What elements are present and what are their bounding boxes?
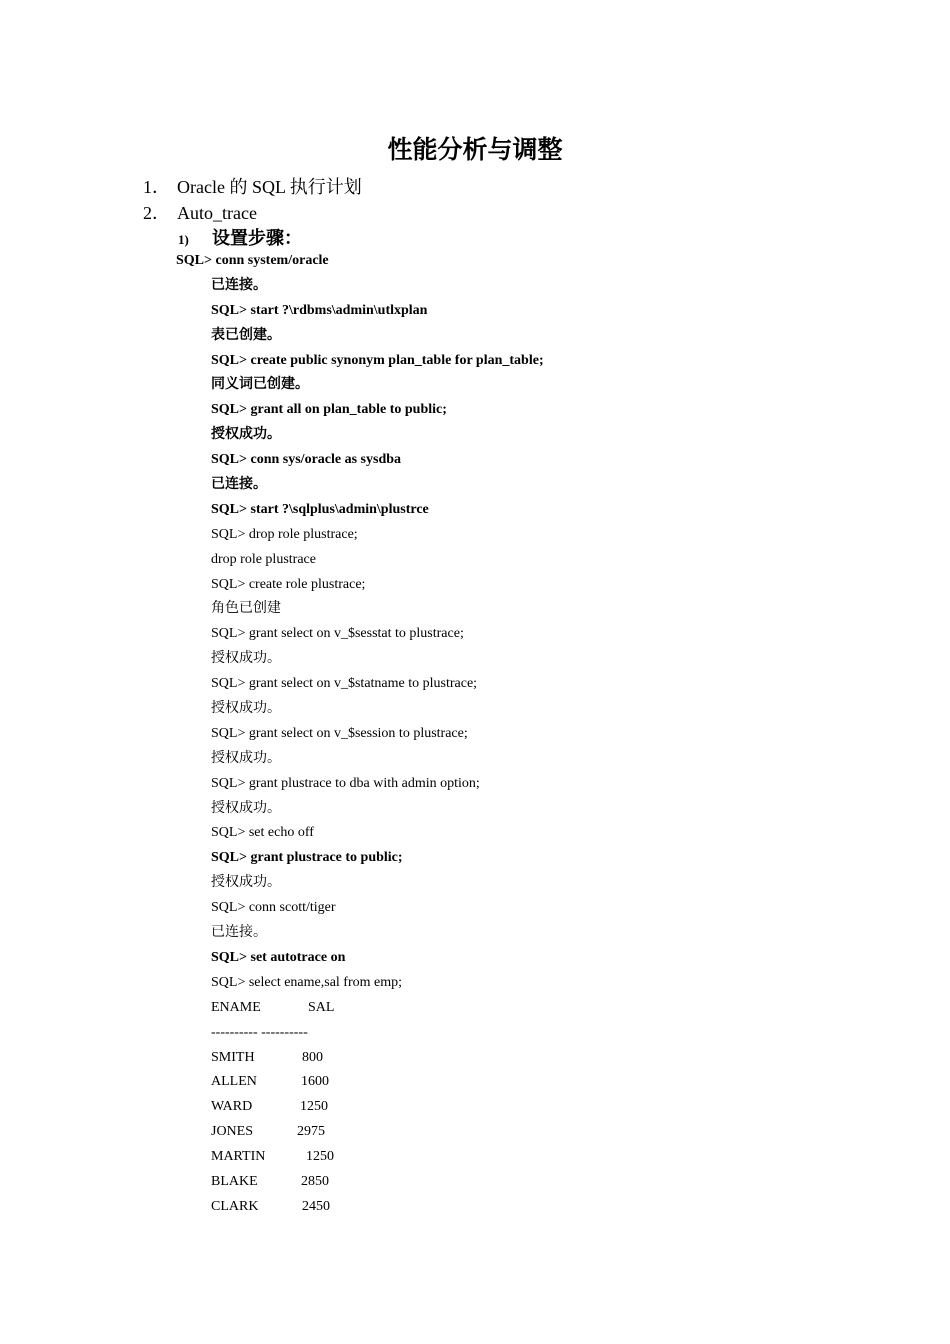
cell-ename: MARTIN	[211, 1149, 266, 1165]
column-header-sal: SAL	[308, 999, 335, 1015]
transcript-line: SQL> conn system/oracle	[176, 253, 329, 268]
cell-sal: 1250	[306, 1149, 334, 1165]
transcript-line: SQL> start ?\sqlplus\admin\plustrce	[211, 501, 429, 517]
table-row	[0, 1120, 950, 1145]
cell-sal: 1250	[300, 1099, 328, 1115]
transcript-line: 已连接。	[211, 477, 267, 493]
transcript-line: 已连接。	[211, 925, 267, 941]
transcript-line: SQL> conn sys/oracle as sysdba	[211, 452, 402, 468]
transcript-line: 角色已创建	[211, 601, 281, 617]
page-title: 性能分析与调整	[387, 137, 563, 164]
transcript-line: 已连接。	[211, 277, 267, 293]
table-row	[0, 1070, 950, 1095]
column-header-ename: ENAME	[211, 999, 261, 1015]
transcript-line: 授权成功。	[211, 427, 281, 443]
cell-ename: CLARK	[211, 1198, 259, 1214]
cell-sal: 2975	[297, 1124, 325, 1140]
table-row	[0, 1195, 950, 1220]
subsection-number: 1)	[178, 232, 189, 247]
transcript-line: SQL> set autotrace on	[211, 949, 346, 965]
table-row	[0, 1046, 950, 1071]
cell-sal: 1600	[301, 1074, 329, 1090]
transcript-line: SQL> select ename,sal from emp;	[211, 974, 403, 990]
transcript-line: 授权成功。	[211, 701, 281, 717]
result-table-header	[0, 996, 950, 1021]
transcript-line: SQL> create public synonym plan_table for plan_table;	[211, 352, 544, 368]
transcript-line: drop role plustrace	[211, 551, 316, 567]
table-row	[0, 1145, 950, 1170]
sql-session-transcript	[0, 249, 950, 1220]
section-text: Oracle 的 SQL 执行计划	[177, 177, 362, 197]
transcript-line: 授权成功。	[211, 875, 281, 891]
transcript-line: SQL> grant select on v_$statname to plustrace;	[211, 676, 478, 692]
transcript-line: 授权成功。	[211, 750, 281, 766]
cell-ename: WARD	[211, 1099, 253, 1115]
cell-sal: 800	[302, 1049, 323, 1065]
cell-ename: JONES	[211, 1124, 254, 1140]
section-number: 2．	[143, 203, 170, 223]
transcript-line: SQL> start ?\rdbms\admin\utlxplan	[211, 302, 428, 318]
cell-sal: 2450	[302, 1198, 330, 1214]
cell-ename: ALLEN	[211, 1074, 257, 1090]
section-text: Auto_trace	[177, 203, 257, 223]
cell-ename: BLAKE	[211, 1173, 258, 1189]
table-row	[0, 1095, 950, 1120]
transcript-line: 授权成功。	[211, 651, 281, 667]
transcript-line: SQL> conn scott/tiger	[211, 900, 336, 916]
table-row	[0, 1170, 950, 1195]
transcript-line: SQL> grant plustrace to dba with admin option;	[211, 775, 480, 791]
section-item-2	[143, 200, 257, 226]
cell-ename: SMITH	[211, 1049, 255, 1065]
transcript-line: SQL> drop role plustrace;	[211, 526, 358, 542]
transcript-line: SQL> grant all on plan_table to public;	[211, 402, 447, 418]
transcript-line: 表已创建。	[211, 327, 281, 343]
transcript-line: SQL> grant select on v_$session to plustrace;	[211, 725, 468, 741]
cell-sal: 2850	[301, 1173, 329, 1189]
transcript-line: SQL> grant plustrace to public;	[211, 850, 403, 866]
subsection-text: 设置步骤：	[212, 228, 302, 248]
section-number: 1．	[143, 177, 170, 197]
transcript-line: 授权成功。	[211, 800, 281, 816]
transcript-line: SQL> grant select on v_$sesstat to plustrace;	[211, 626, 464, 642]
result-table-separator: ---------- ----------	[211, 1024, 308, 1040]
transcript-line: 同义词已创建。	[211, 377, 309, 393]
transcript-line: SQL> set echo off	[211, 825, 314, 841]
section-item-1	[143, 174, 362, 200]
transcript-line: SQL> create role plustrace;	[211, 576, 366, 592]
